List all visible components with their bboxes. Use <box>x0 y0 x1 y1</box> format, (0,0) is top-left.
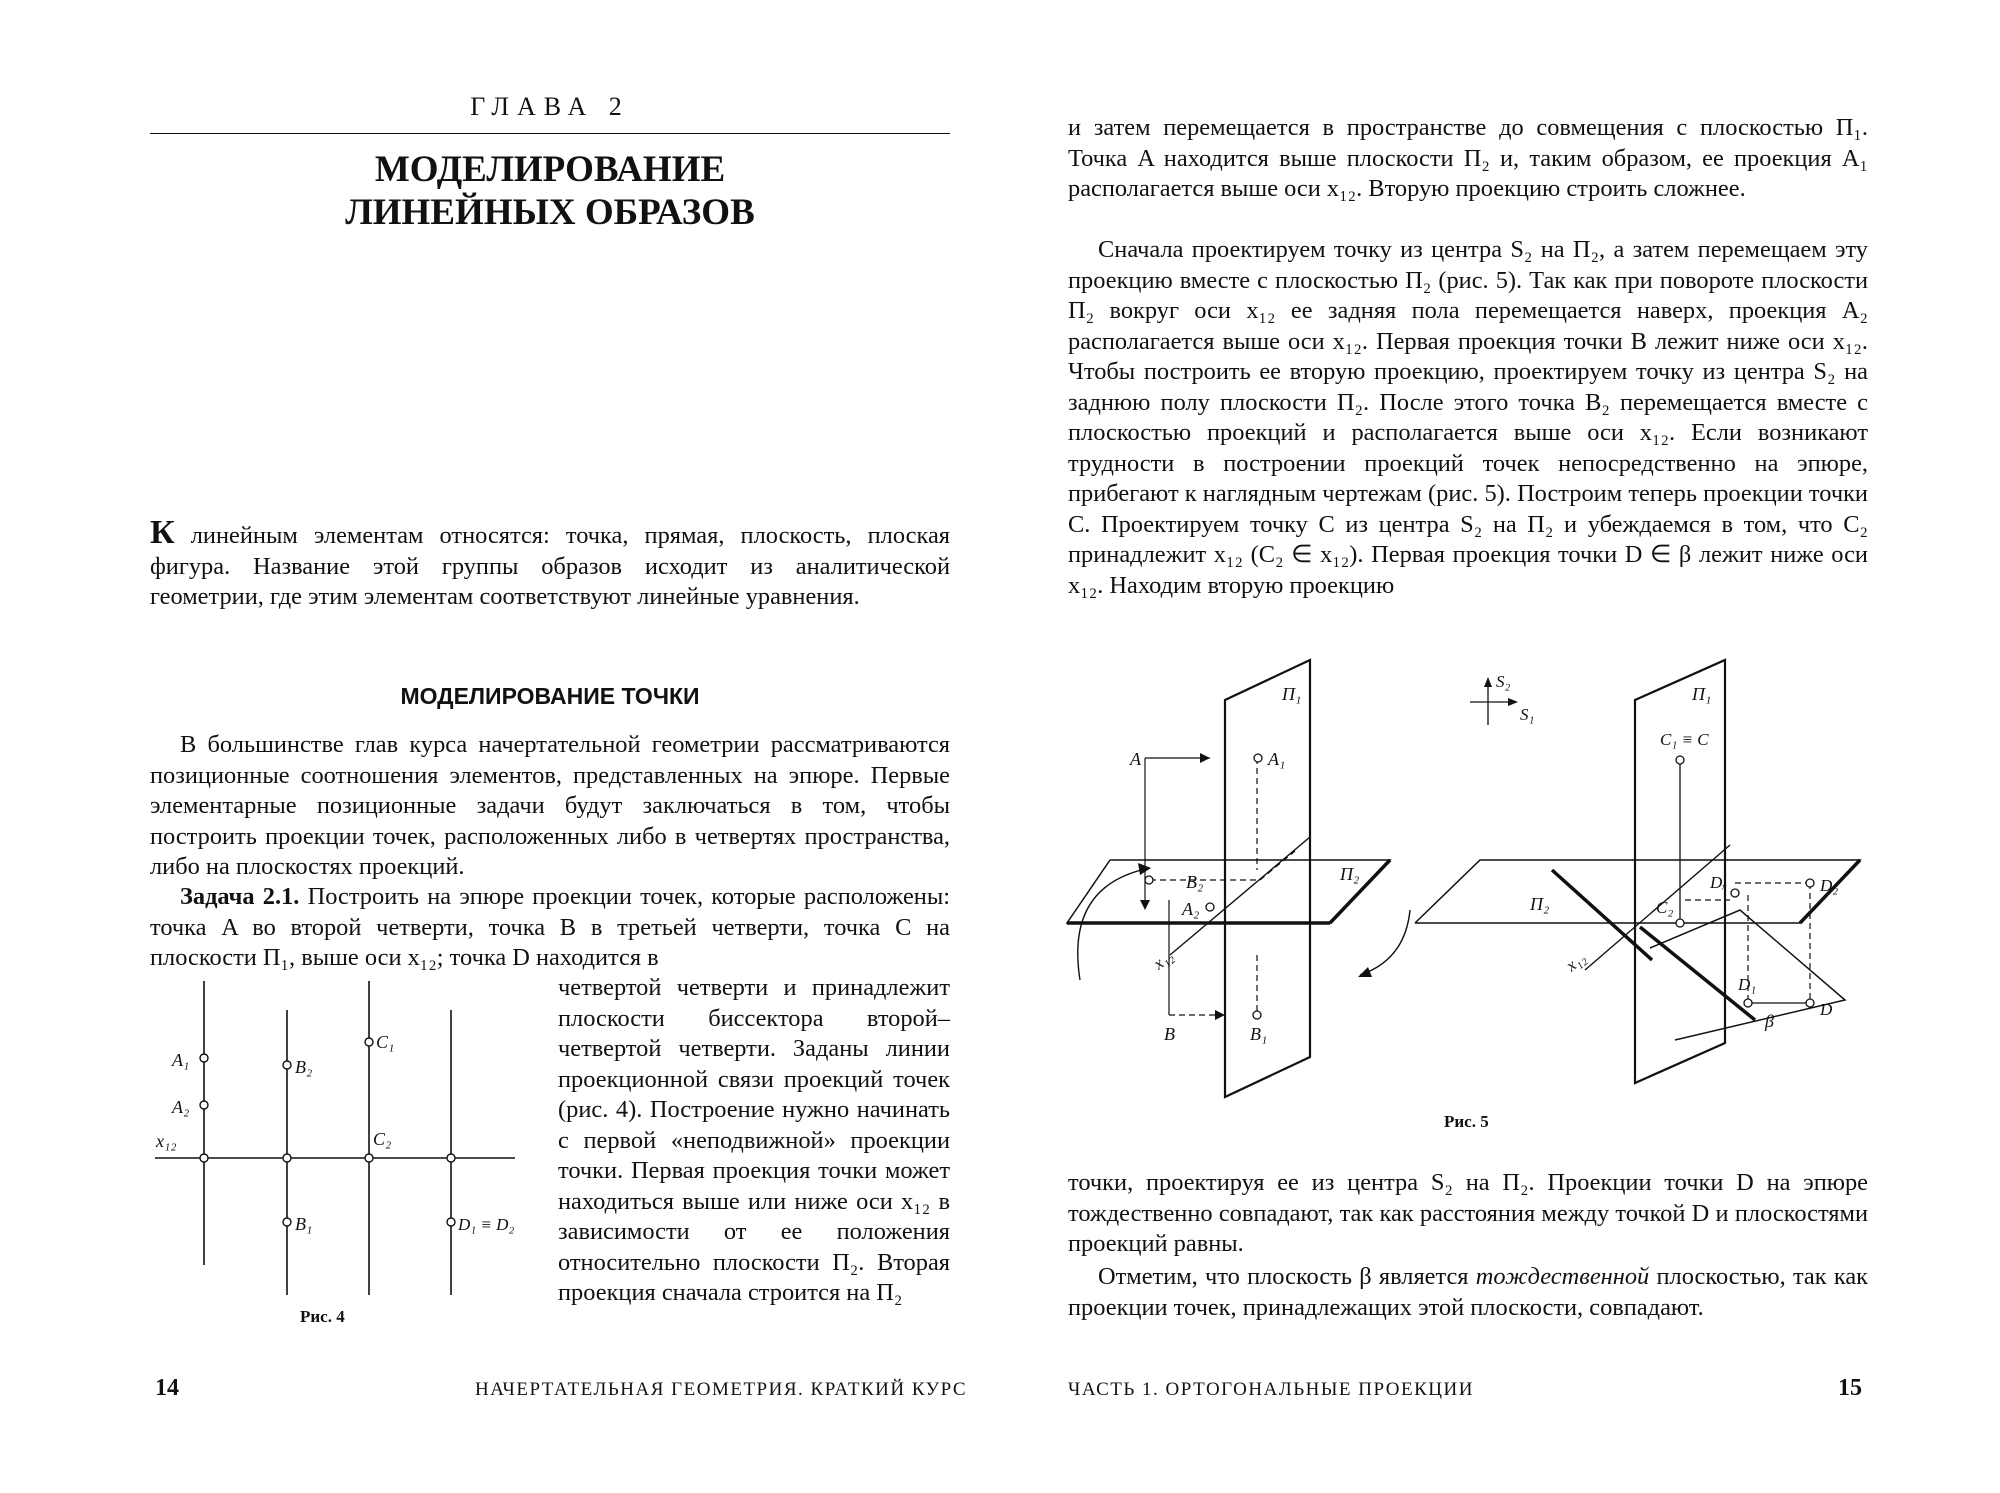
figure-4-caption: Рис. 4 <box>300 1307 345 1326</box>
side-text: четвертой четверти и принадлежит плоскости биссектора второй–четвертой четверти. Заданы линии проекционной связи проекций точек (рис. 4). Построение нужно начинать с первой «неподвижной» проекции точки. Первая проекция точки может находиться выше или ниже оси x₁₂ в зависимости от ее положения относительно плоскости П₂. Вторая проекция сначала строится на П₂ <box>558 974 950 1306</box>
section-heading: МОДЕЛИРОВАНИЕ ТОЧКИ <box>400 683 700 709</box>
label-beta: β <box>1765 1011 1774 1031</box>
label-a2: A₂ <box>1182 899 1200 919</box>
running-head-right: ЧАСТЬ 1. ОРТОГОНАЛЬНЫЕ ПРОЕКЦИИ <box>1068 1379 1474 1400</box>
para4-emph: тождественной <box>1475 1263 1650 1290</box>
para4-after: плоскостью, так как проекции точек, принадлежащих этой плоскости, совпадают. <box>1068 1263 1868 1321</box>
intro-text: линейным элементам относятся: точка, прямая, плоскость, плоская фигура. Название этой группы образов исходит из аналитической геометрии, где этим элементам соответствуют линейные уравнения. <box>150 522 950 610</box>
figure-5-caption: Рис. 5 <box>1444 1112 1489 1131</box>
point-axis-a <box>200 1154 208 1162</box>
label-p1-left: П₁ <box>1282 684 1302 704</box>
page-number-left: 14 <box>155 1375 179 1401</box>
paragraph-1: В большинстве глав курса начертательной геометрии рассматриваются позиционные соотношения элементов, представленных на эпюре. Первые элементарные позиционные задачи будут заключаться в том, чтобы построить проекции точек, расположенных либо в четвертях пространства, либо на плоскостях проекций. <box>150 731 950 880</box>
label-a1: A₁ <box>172 1050 190 1070</box>
plane-p2-right <box>1415 860 1860 923</box>
label-s1: S₁ <box>1520 705 1535 724</box>
label-s2: S₂ <box>1496 672 1511 691</box>
label-x12-right: x₁₂ <box>1562 948 1590 976</box>
chapter-rule <box>150 133 950 134</box>
label-b1: B₁ <box>1250 1024 1268 1044</box>
point-a2 <box>200 1101 208 1109</box>
chapter-label: ГЛАВА 2 <box>470 92 630 121</box>
para4-before: Отметим, что плоскость β является <box>1098 1263 1476 1290</box>
paragraph-4 <box>1068 1262 1868 1323</box>
task-label: Задача 2.1. <box>180 883 300 910</box>
point-c2 <box>365 1154 373 1162</box>
paragraph-top: и затем перемещается в пространстве до совмещения с плоскостью П₁. Точка A находится выше плоскости П₂ и, таким образом, ее проекция A₁ располагается выше оси x₁₂. Вторую проекцию строить сложнее. <box>1068 114 1868 202</box>
plane-p1-left <box>1225 660 1310 1097</box>
figure-5 <box>1060 655 1870 1125</box>
label-x12-left: x₁₂ <box>1149 946 1177 974</box>
label-d: D <box>1820 1000 1833 1019</box>
label-a2: A₂ <box>172 1097 190 1117</box>
point-c1 <box>365 1038 373 1046</box>
running-head-left: НАЧЕРТАТЕЛЬНАЯ ГЕОМЕТРИЯ. КРАТКИЙ КУРС <box>475 1379 968 1400</box>
label-b: B <box>1164 1024 1175 1044</box>
point-axis-d <box>447 1154 455 1162</box>
label-c1-c: C₁ ≡ C <box>1660 730 1709 749</box>
label-c1: C₁ <box>376 1032 395 1052</box>
point-a1 <box>200 1054 208 1062</box>
paragraph-3: точки, проектируя ее из центра S₂ на П₂. Проекции точки D на эпюре тождественно совпадают, так как расстояния между точкой D и плоскостями проекций равны. <box>1068 1169 1868 1257</box>
intro-dropcap: К <box>150 514 175 551</box>
label-c2: C₂ <box>373 1129 392 1149</box>
label-d1-d2: D₁ ≡ D₂ <box>458 1215 515 1234</box>
label-a1: A₁ <box>1268 749 1286 769</box>
label-b2: B₂ <box>295 1057 313 1077</box>
page-number-right: 15 <box>1838 1375 1862 1401</box>
label-p2-right: П₂ <box>1530 894 1550 914</box>
task-paragraph <box>150 882 950 974</box>
label-b1: B₁ <box>295 1214 313 1234</box>
point-b2 <box>283 1061 291 1069</box>
paragraph-2: Сначала проектируем точку из центра S₂ на П₂, а затем перемещаем эту проекцию вместе с плоскостью П₂ (рис. 5). Так как при повороте плоскости П₂ вокруг оси x₁₂ ее задняя пола перемещается наверх, проекция A₂ располагается выше оси x₁₂. Первая проекция точки B лежит ниже оси x₁₂. Чтобы построить ее вторую проекцию, проектируем точку из центра S₂ на заднюю полу плоскости П₂. После этого точка B₂ перемещается вместе с плоскостью проекций и располагается выше оси x₁₂. Если возникают трудности в построении проекций точек непосредственно на эпюре, прибегают к наглядным чертежам (рис. 5). Построим теперь проекции точки C. Проектируем точку C из центра S₂ на П₂ и убеждаемся в том, что C₂ принадлежит x₁₂ (C₂ ∈ x₁₂). Первая проекция точки D ∈ β лежит ниже оси x₁₂. Находим вторую проекцию <box>1068 236 1868 599</box>
point-axis-b <box>283 1154 291 1162</box>
label-p1-right: П₁ <box>1692 684 1712 704</box>
label-x12: x₁₂ <box>156 1131 177 1151</box>
figure-4 <box>150 975 550 1315</box>
right-page <box>1000 0 2000 1493</box>
label-d1: D₁ <box>1738 975 1757 994</box>
label-d2: D₂ <box>1820 876 1839 895</box>
label-a: A <box>1130 749 1141 769</box>
intro-paragraph <box>150 514 950 613</box>
label-c2: C₂ <box>1656 898 1674 917</box>
arrow-a-a1 <box>1200 753 1210 763</box>
chapter-title <box>150 148 950 234</box>
label-p2-left: П₂ <box>1340 864 1360 884</box>
point-d <box>447 1218 455 1226</box>
task-text: Построить на эпюре проекции точек, которые расположены: точка A во второй четверти, точка B в третьей четверти, точка C на плоскости П₁, выше оси x₁₂; точка D находится в <box>150 883 950 971</box>
title-line-2: ЛИНЕЙНЫХ ОБРАЗОВ <box>345 192 755 233</box>
label-b2: B₂ <box>1186 872 1204 892</box>
title-line-1: МОДЕЛИРОВАНИЕ <box>374 149 726 190</box>
point-b1 <box>283 1218 291 1226</box>
label-dx: Dₓ <box>1710 873 1728 892</box>
